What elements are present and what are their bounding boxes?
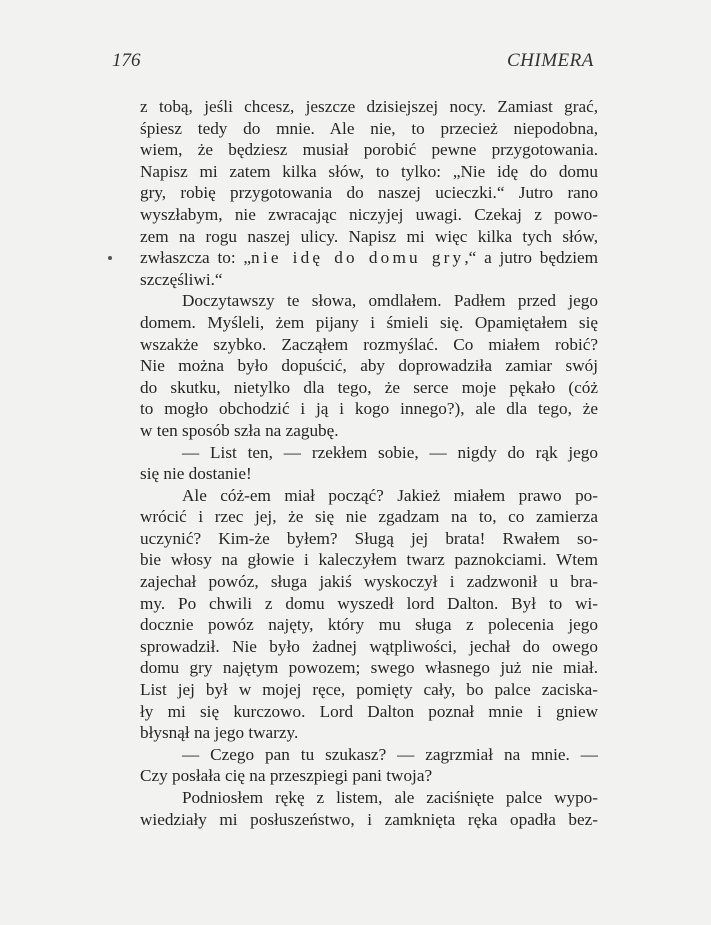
text-segment: ,“ a jutro będziem [464,248,599,268]
text-line: błysnął na jego twarzy. [140,723,299,743]
text-line: ły mi się kurczowo. Lord Dalton poznał mnie i gniew [140,701,598,721]
text-line: w ten sposób szła na zagubę. [140,420,339,440]
margin-speck [108,256,112,260]
text-line: domu gry najętym powozem; swego własnego już nie miał. [140,658,598,678]
text-line: wszakże szybko. Zacząłem rozmyślać. Co miałem robić? [140,334,598,354]
text-line: Ale cóż-em miał począć? Jakież miałem prawo po- [182,485,598,505]
text-segment: zwłaszcza to: „ [140,248,252,268]
text-line: szczęśliwi.“ [140,269,223,289]
text-line [140,247,598,269]
spaced-emphasis: nie idę do domu gry [251,248,465,268]
text-line: śpiesz tedy do mnie. Ale nie, to przecież niepodobna, [140,118,598,138]
text-line: z tobą, jeśli chcesz, jeszcze dzisiejszej nocy. Zamiast grać, [140,97,598,116]
text-line: Podniosłem rękę z listem, ale zaciśnięte palce wypo- [182,788,598,807]
text-line: — Czego pan tu szukasz? — zagrzmiał na mnie. — [182,744,598,764]
text-line: do skutku, nietylko dla tego, że serce moje pękało (cóż [140,377,598,397]
text-line: zem na rogu naszej ulicy. Napisz mi więc kilka tych słów, [140,226,598,246]
text-line: to mogło obchodzić i ją i kogo innego?), ale dla tego, że [140,399,598,419]
text-line: Nie można było dopuścić, aby doprowadziła zamiar swój [140,356,598,376]
text-line: wrócić i rzec jej, że się nie zgadzam na to, co zamierza [140,507,598,527]
text-line: docznie powóz najęty, który mu sługa z polecenia jego [140,615,598,635]
text-line: wiem, że będziesz musiał porobić pewne przygotowania. [140,140,598,160]
text-line: uczynić? Kim-że byłem? Sługą jej brata! Rwałem so- [140,528,598,548]
text-line: sprowadził. Nie było żadnej wątpliwości, jechał do owego [140,636,598,656]
text-line: — List ten, — rzekłem sobie, — nigdy do rąk jego [182,442,598,462]
text-line: zajechał powóz, sługa jakiś wyskoczył i zadzwonił u bra- [140,572,598,592]
text-line: bie włosy na głowie i kaleczyłem twarz paznokciami. Wtem [140,550,598,570]
page-number: 176 [112,50,141,71]
text-line: gry, robię przygotowania do naszej ucieczki.“ Jutro rano [140,183,598,203]
text-line: domem. Myśleli, żem pijany i śmieli się. Opamiętałem się [140,312,598,332]
text-line: się nie dostanie! [140,464,252,484]
text-line: wyszłabym, nie zwracając niczyjej uwagi. Czekaj z powo- [140,204,598,224]
text-line: Czy posłała cię na przeszpiegi pani twoja? [140,766,433,786]
body-text [140,96,598,830]
text-line: List jej był w mojej ręce, pomięty cały, bo palce zaciska- [140,680,598,700]
text-line: wiedziały mi posłuszeństwo, i zamknięta ręka opadła bez- [140,809,598,829]
text-line: Doczytawszy te słowa, omdlałem. Padłem przed jego [182,291,598,311]
text-line: Napisz mi zatem kilka słów, to tylko: „Nie idę do domu [140,161,598,181]
text-line: my. Po chwili z domu wyszedł lord Dalton. Był to wi- [140,593,598,613]
running-title: CHIMERA [507,50,594,71]
